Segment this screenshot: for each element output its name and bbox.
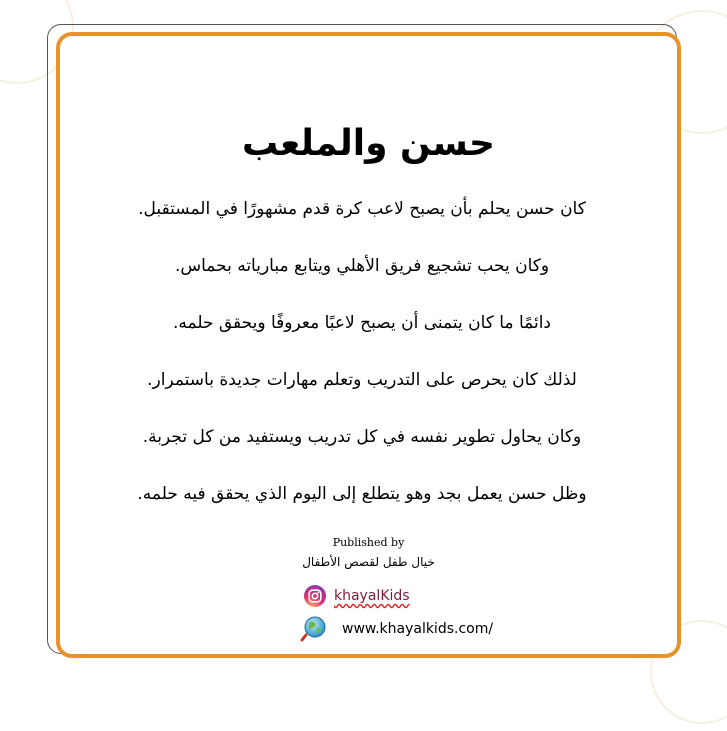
instagram-link[interactable] <box>304 584 410 608</box>
instagram-icon <box>304 585 326 607</box>
published-by-label: Published by <box>332 536 405 549</box>
story-line: كان حسن يحلم بأن يصبح لاعب كرة قدم مشهورًا في المستقبل. <box>138 199 586 219</box>
story-line: دائمًا ما كان يتمنى أن يصبح لاعبًا معروفًا ويحقق حلمه. <box>172 313 551 333</box>
story-line: وظل حسن يعمل بجد وهو يتطلع إلى اليوم الذي يحقق فيه حلمه. <box>137 484 587 504</box>
story-text <box>112 190 612 532</box>
story-title: حسن والملعب <box>241 123 495 164</box>
story-line: وكان يحاول تطوير نفسه في كل تدريب ويستفيد من كل تجربة. <box>142 427 582 447</box>
globe-search-icon <box>300 615 328 643</box>
story-line: لذلك كان يحرص على التدريب وتعلم مهارات جديدة باستمرار. <box>147 370 577 390</box>
website-link[interactable] <box>300 615 493 643</box>
website-url[interactable]: www.khayalkids.com/ <box>342 621 494 637</box>
instagram-handle[interactable]: khayalKids <box>334 588 410 604</box>
publisher-name: خيال طفل لقصص الأطفال <box>302 555 435 569</box>
story-line: وكان يحب تشجيع فريق الأهلي ويتابع مبارياته بحماس. <box>174 256 550 276</box>
